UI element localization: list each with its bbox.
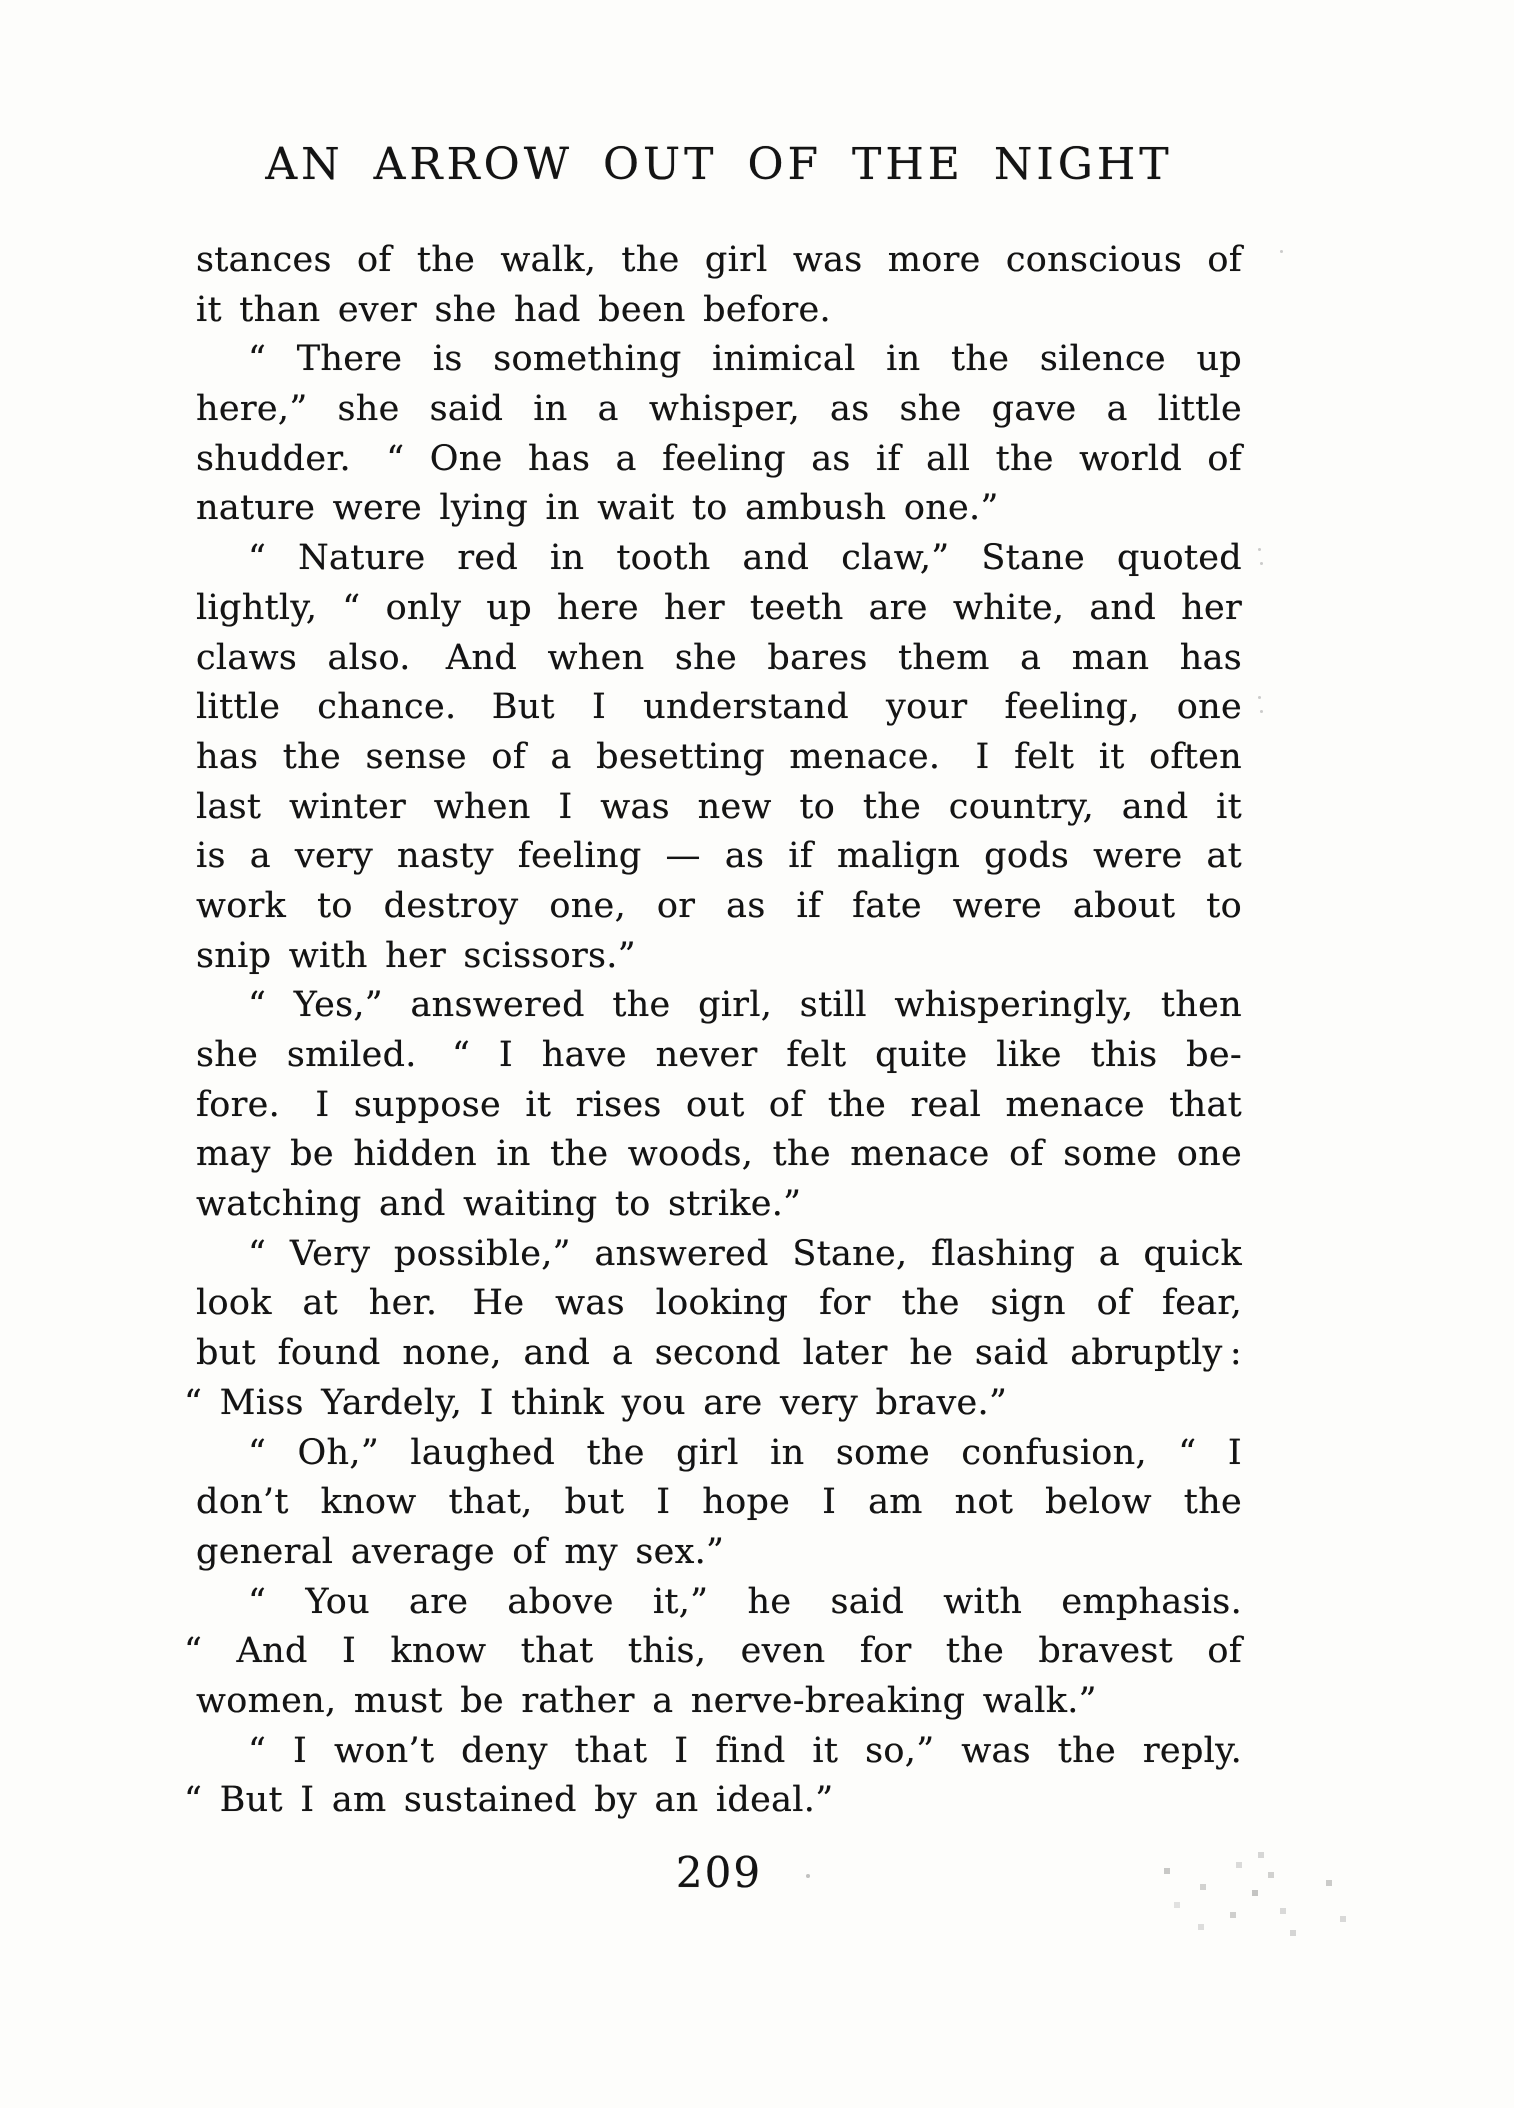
text-line: is a very nasty feeling — as if malign gods were at [196,836,1242,877]
text-line: snip with her scissors.” [196,935,636,976]
text-line: shudder. “ One has a feeling as if all the world of [196,438,1242,479]
text-line: watching and waiting to strike.” [196,1184,802,1225]
text-line: general average of my sex.” [196,1531,725,1572]
text-line: lightly, “ only up here her teeth are white, and her [196,587,1242,628]
text-line: claws also. And when she bares them a man has [196,637,1242,678]
text-line: has the sense of a besetting menace. I felt it often [196,736,1242,777]
text-line: “ Yes,” answered the girl, still whisperingly, then [248,985,1242,1026]
text-line: it than ever she had been before. [196,289,831,330]
text-line: last winter when I was new to the country, and it [196,786,1242,827]
text-line: “ There is something inimical in the silence up [248,339,1242,380]
text-line: but found none, and a second later he said abruptly : [196,1333,1242,1374]
text-line: “ Oh,” laughed the girl in some confusion, “ I [248,1432,1242,1473]
text-line: “ But I am sustained by an ideal.” [184,1780,834,1821]
text-line: work to destroy one, or as if fate were about to [196,885,1242,926]
text-line: here,” she said in a whisper, as she gave a little [196,389,1242,430]
text-line: nature were lying in wait to ambush one.” [196,488,999,529]
text-line: “ And I know that this, even for the bravest of [184,1631,1242,1672]
page-number: 209 [675,1848,763,1897]
text-line: she smiled. “ I have never felt quite like this be- [196,1035,1242,1075]
text-line: look at her. He was looking for the sign of fear, [196,1283,1242,1324]
scan-artifact [1260,710,1263,713]
text-line: “ Very possible,” answered Stane, flashing a quick [248,1233,1242,1274]
text-line: little chance. But I understand your feeling, one [196,687,1242,728]
text-line: don’t know that, but I hope I am not below the [196,1482,1242,1523]
scan-artifact [1258,548,1261,551]
text-line: “ Miss Yardely, I think you are very brave.” [184,1382,1008,1423]
page-body [184,236,1242,1826]
scan-artifact [1280,250,1283,253]
text-line: “ You are above it,” he said with emphasis. [248,1581,1242,1622]
text-line: women, must be rather a nerve-breaking walk.” [196,1680,1097,1721]
text-line: “ Nature red in tooth and claw,” Stane quoted [248,538,1242,579]
text-line: “ I won’t deny that I find it so,” was the reply. [248,1730,1242,1771]
text-line: may be hidden in the woods, the menace of some one [196,1134,1242,1175]
text-line: stances of the walk, the girl was more conscious of [196,240,1242,280]
scan-artifact [1260,562,1263,565]
scan-artifact [1258,696,1261,699]
running-header: AN ARROW OUT OF THE NIGHT [265,139,1173,190]
text-line: fore. I suppose it rises out of the real menace that [196,1084,1242,1125]
